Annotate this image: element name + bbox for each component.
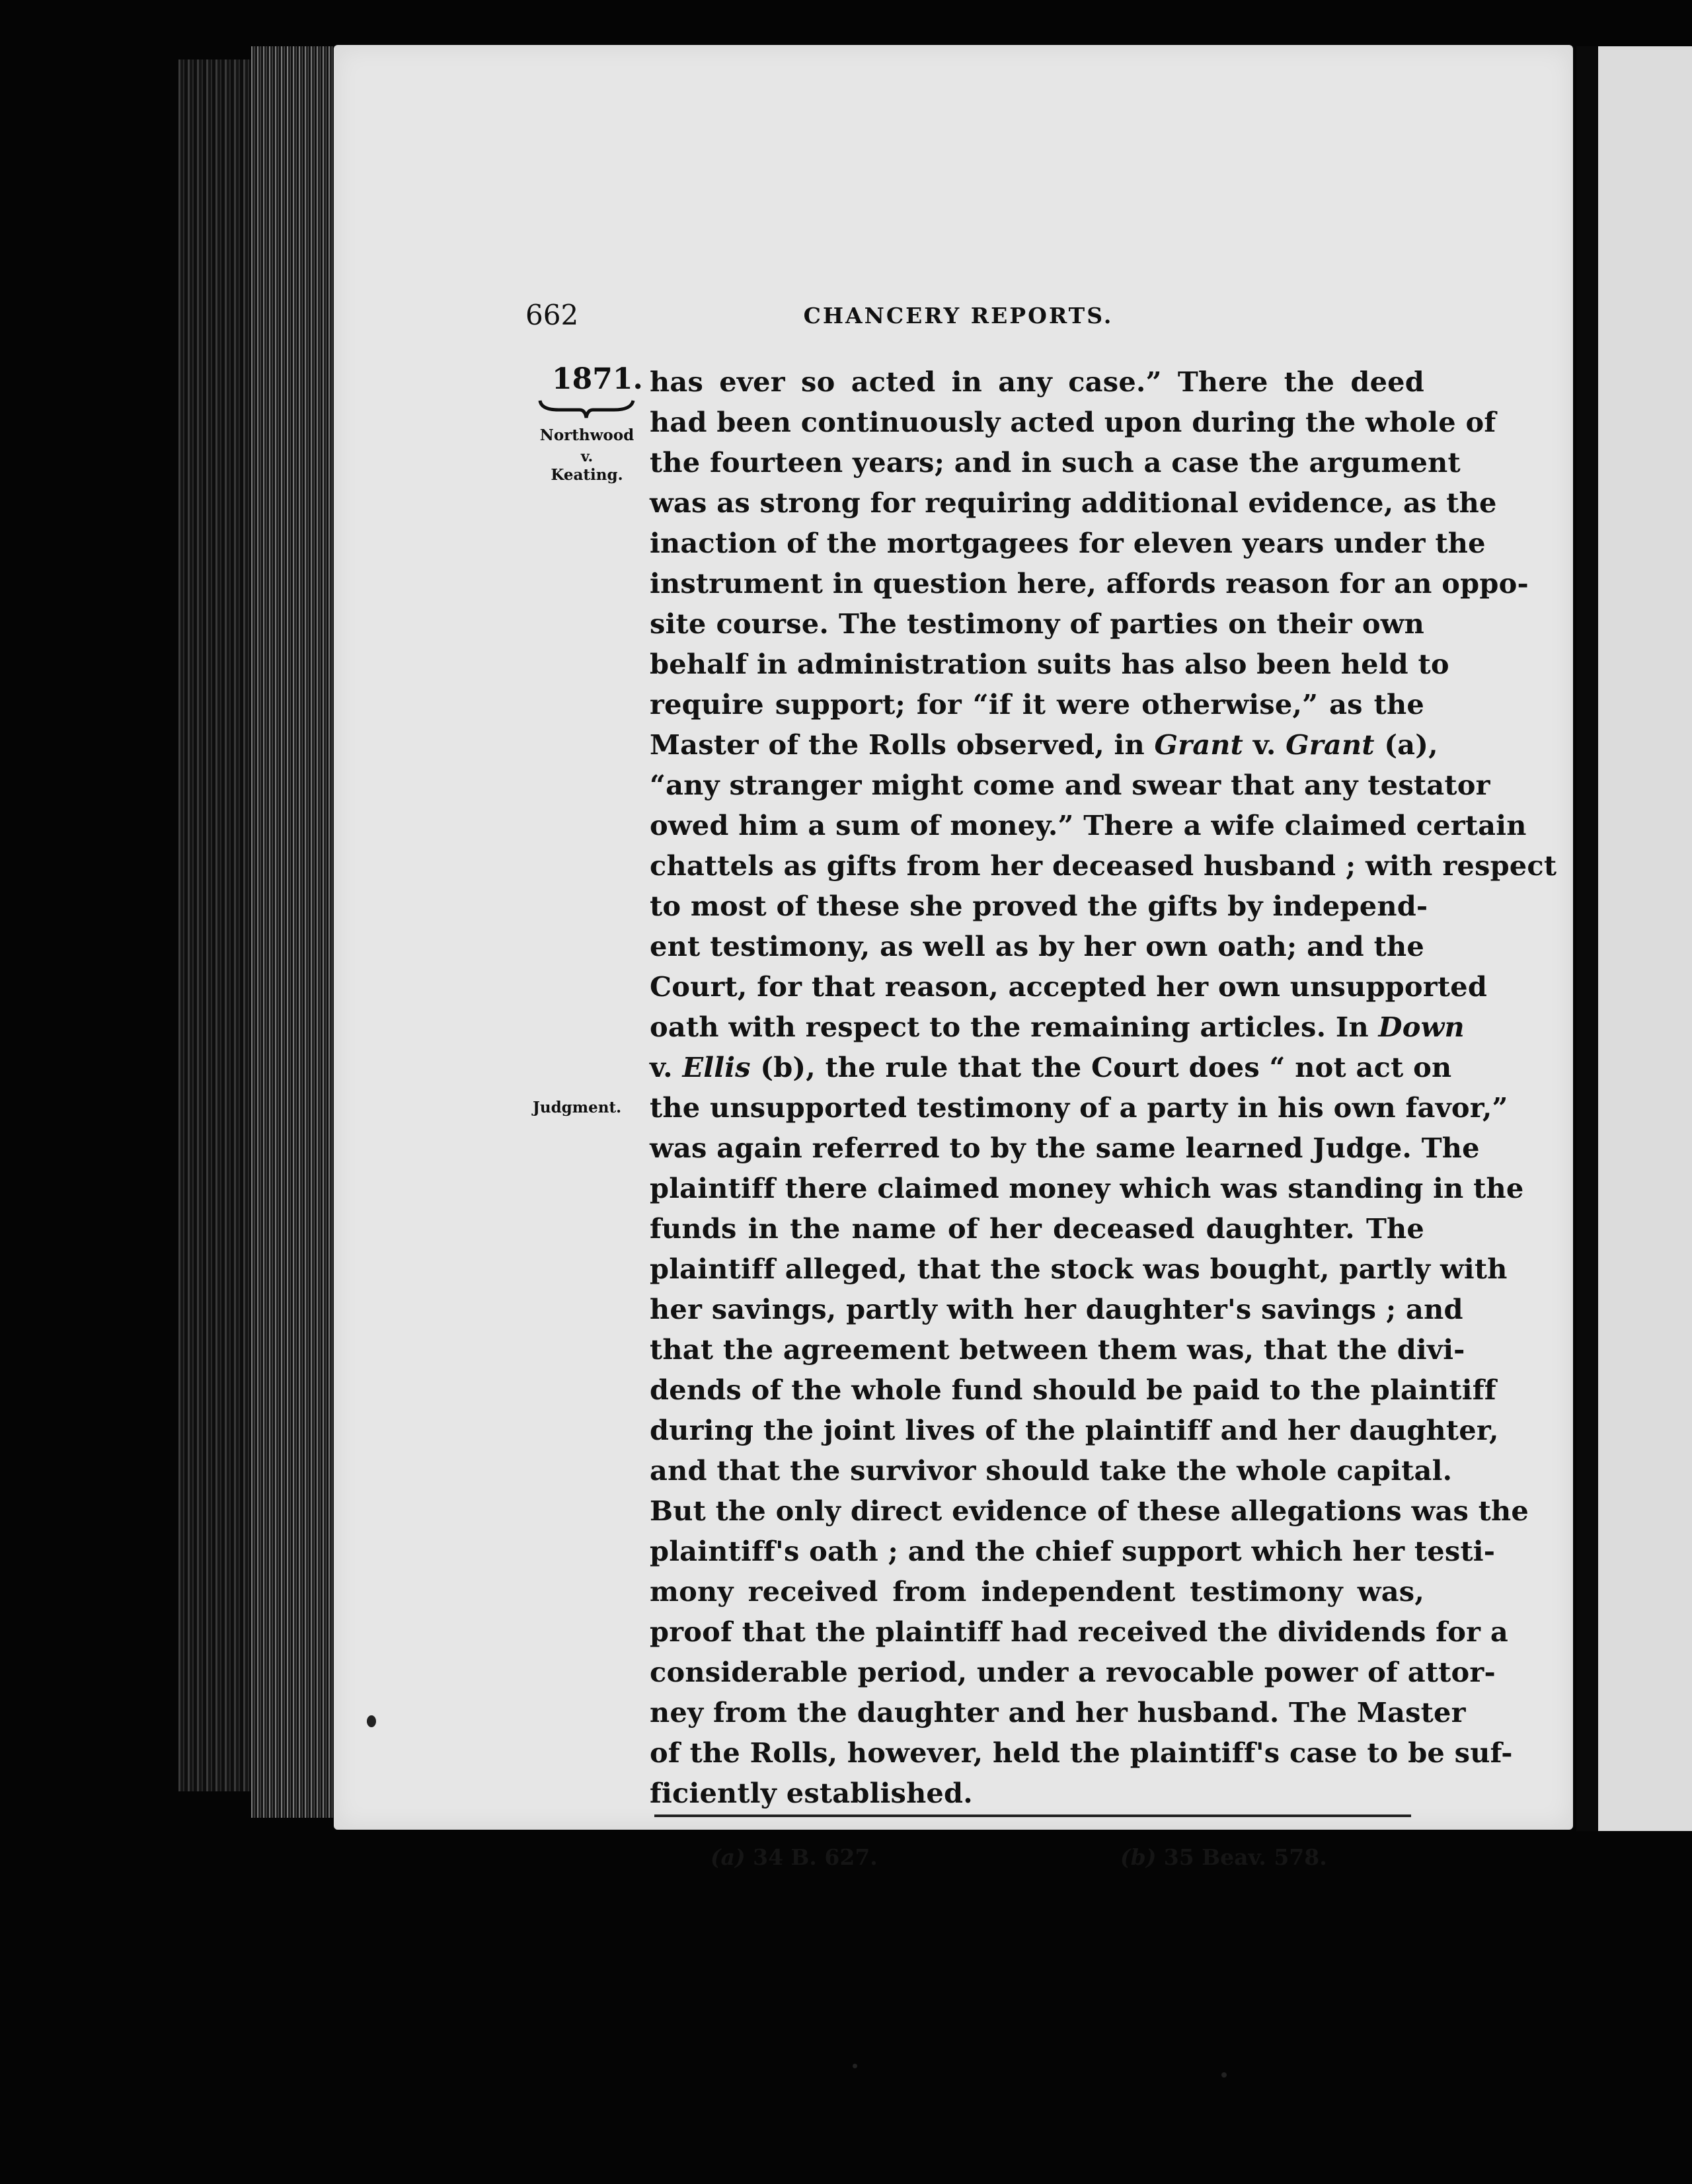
- footnote-a-marker: (a): [711, 1844, 746, 1870]
- text-line: [650, 805, 1527, 845]
- text-line: [650, 442, 1461, 483]
- text-run: to most of these she proved the gifts by independ-: [650, 890, 1428, 922]
- text-line: [650, 1289, 1463, 1329]
- text-run: the fourteen years; and in such a case the argument: [650, 446, 1461, 479]
- footnote-rule: [654, 1814, 1411, 1817]
- text-line: [650, 886, 1428, 926]
- running-title: CHANCERY REPORTS.: [803, 303, 1114, 329]
- running-head: [525, 299, 1391, 338]
- text-run: mony received from independent testimony was,: [650, 1575, 1424, 1608]
- text-line: [650, 1047, 1452, 1087]
- footnote-a: [711, 1844, 878, 1870]
- text-line: [650, 1450, 1453, 1491]
- section-label-judgment: Judgment.: [533, 1099, 622, 1116]
- text-run: had been continuously acted upon during the whole of: [650, 406, 1496, 438]
- text-line: [650, 1491, 1529, 1531]
- footnote-b-text: 35 Beav. 578.: [1156, 1844, 1327, 1870]
- text-run: and that the survivor should take the whole capital.: [650, 1454, 1453, 1487]
- text-run: was again referred to by the same learned Judge. The: [650, 1132, 1480, 1164]
- text-run: Master of the Rolls observed, in: [650, 728, 1155, 761]
- text-line: [650, 1128, 1480, 1168]
- text-line: [650, 1249, 1508, 1289]
- text-line: [650, 1329, 1465, 1370]
- text-line: [650, 1733, 1513, 1773]
- text-line: [650, 1652, 1496, 1692]
- text-run: considerable period, under a revocable power of attor-: [650, 1656, 1496, 1688]
- margin-year: 1871.: [552, 362, 643, 396]
- text-run: ney from the daughter and her husband. The Master: [650, 1696, 1466, 1729]
- case-name-italic: Grant: [1154, 728, 1244, 761]
- text-line: [650, 563, 1529, 604]
- text-line: [650, 684, 1424, 724]
- text-line: [650, 1531, 1496, 1571]
- text-run: ent testimony, as well as by her own oath; and the: [650, 930, 1424, 962]
- text-run: require support; for “if it were otherwise,” as the: [650, 688, 1424, 721]
- text-run: was as strong for requiring additional evidence, as the: [650, 487, 1497, 519]
- text-line: [650, 483, 1497, 523]
- case-versus: v.: [580, 448, 594, 465]
- text-line: [650, 765, 1490, 805]
- text-run: proof that the plaintiff had received the dividends for a: [650, 1616, 1508, 1648]
- text-run: dends of the whole fund should be paid to the plaintiff: [650, 1374, 1496, 1406]
- text-run: (a),: [1374, 728, 1438, 761]
- text-run: chattels as gifts from her deceased husband ; with respect: [650, 849, 1557, 882]
- text-run: has ever so acted in any case.” There the deed: [650, 366, 1424, 398]
- case-party-1: Northwood: [539, 426, 634, 444]
- text-line: [650, 1007, 1465, 1047]
- text-run: behalf in administration suits has also been held to: [650, 648, 1449, 680]
- brace-icon: [539, 398, 634, 420]
- text-line: [650, 724, 1438, 765]
- text-run: But the only direct evidence of these allegations was the: [650, 1495, 1529, 1527]
- text-line: [650, 845, 1557, 886]
- text-run: oath with respect to the remaining articles. In: [650, 1011, 1379, 1043]
- text-line: [650, 1370, 1496, 1410]
- text-line: [650, 362, 1424, 402]
- text-run: the unsupported testimony of a party in his own favor,”: [650, 1091, 1508, 1124]
- text-run: (b), the rule that the Court does “ not act on: [750, 1051, 1452, 1083]
- page-stack-edge: [251, 46, 337, 1818]
- text-line: [650, 1208, 1424, 1249]
- text-line: [650, 1692, 1466, 1733]
- text-run: “any stranger might come and swear that any testator: [650, 769, 1490, 801]
- text-line: [650, 604, 1424, 644]
- text-run: during the joint lives of the plaintiff and her daughter,: [650, 1414, 1499, 1446]
- case-name-italic: Ellis: [682, 1051, 751, 1083]
- text-run: that the agreement between them was, that the divi-: [650, 1333, 1465, 1366]
- text-line: [650, 1571, 1424, 1612]
- text-line: [650, 926, 1424, 966]
- text-line: [650, 1168, 1524, 1208]
- case-name-italic: Grant: [1286, 728, 1375, 761]
- text-run: of the Rolls, however, held the plaintiff's case to be suf-: [650, 1736, 1513, 1769]
- footnote-a-text: 34 B. 627.: [745, 1844, 878, 1870]
- text-run: inaction of the mortgagees for eleven years under the: [650, 527, 1486, 559]
- text-run: plaintiff there claimed money which was standing in the: [650, 1172, 1524, 1204]
- text-run: site course. The testimony of parties on their own: [650, 607, 1424, 640]
- text-line: [650, 966, 1488, 1007]
- page-number: 662: [525, 299, 579, 331]
- text-line: [650, 1087, 1508, 1128]
- text-line: [650, 1410, 1499, 1450]
- text-line: [650, 644, 1449, 684]
- text-run: owed him a sum of money.” There a wife claimed certain: [650, 809, 1527, 841]
- ink-speck: [367, 1715, 376, 1727]
- text-line: [650, 523, 1486, 563]
- text-run: plaintiff alleged, that the stock was bought, partly with: [650, 1253, 1508, 1285]
- text-run: her savings, partly with her daughter's savings ; and: [650, 1293, 1463, 1325]
- body-text: [650, 362, 1557, 1813]
- text-run: plaintiff's oath ; and the chief support which her testi-: [650, 1535, 1496, 1567]
- case-party-2: Keating.: [551, 466, 623, 484]
- footnote-b-marker: (b): [1120, 1844, 1157, 1870]
- ink-speck: [853, 2064, 857, 2068]
- text-line: [650, 402, 1496, 442]
- facing-page: [1598, 46, 1692, 1831]
- case-name-italic: Down: [1378, 1011, 1465, 1043]
- text-run: Court, for that reason, accepted her own unsupported: [650, 970, 1488, 1003]
- ink-speck: [1221, 2072, 1227, 2078]
- text-line: [650, 1612, 1508, 1652]
- text-run: v.: [650, 1051, 683, 1083]
- page-gutter: [1576, 46, 1598, 1831]
- text-run: ficiently established.: [650, 1777, 973, 1809]
- footnote-b: [1120, 1844, 1327, 1870]
- text-run: instrument in question here, affords reason for an oppo-: [650, 567, 1529, 600]
- text-run: v.: [1243, 728, 1286, 761]
- text-line: [650, 1773, 1424, 1813]
- text-run: funds in the name of her deceased daughter. The: [650, 1212, 1424, 1245]
